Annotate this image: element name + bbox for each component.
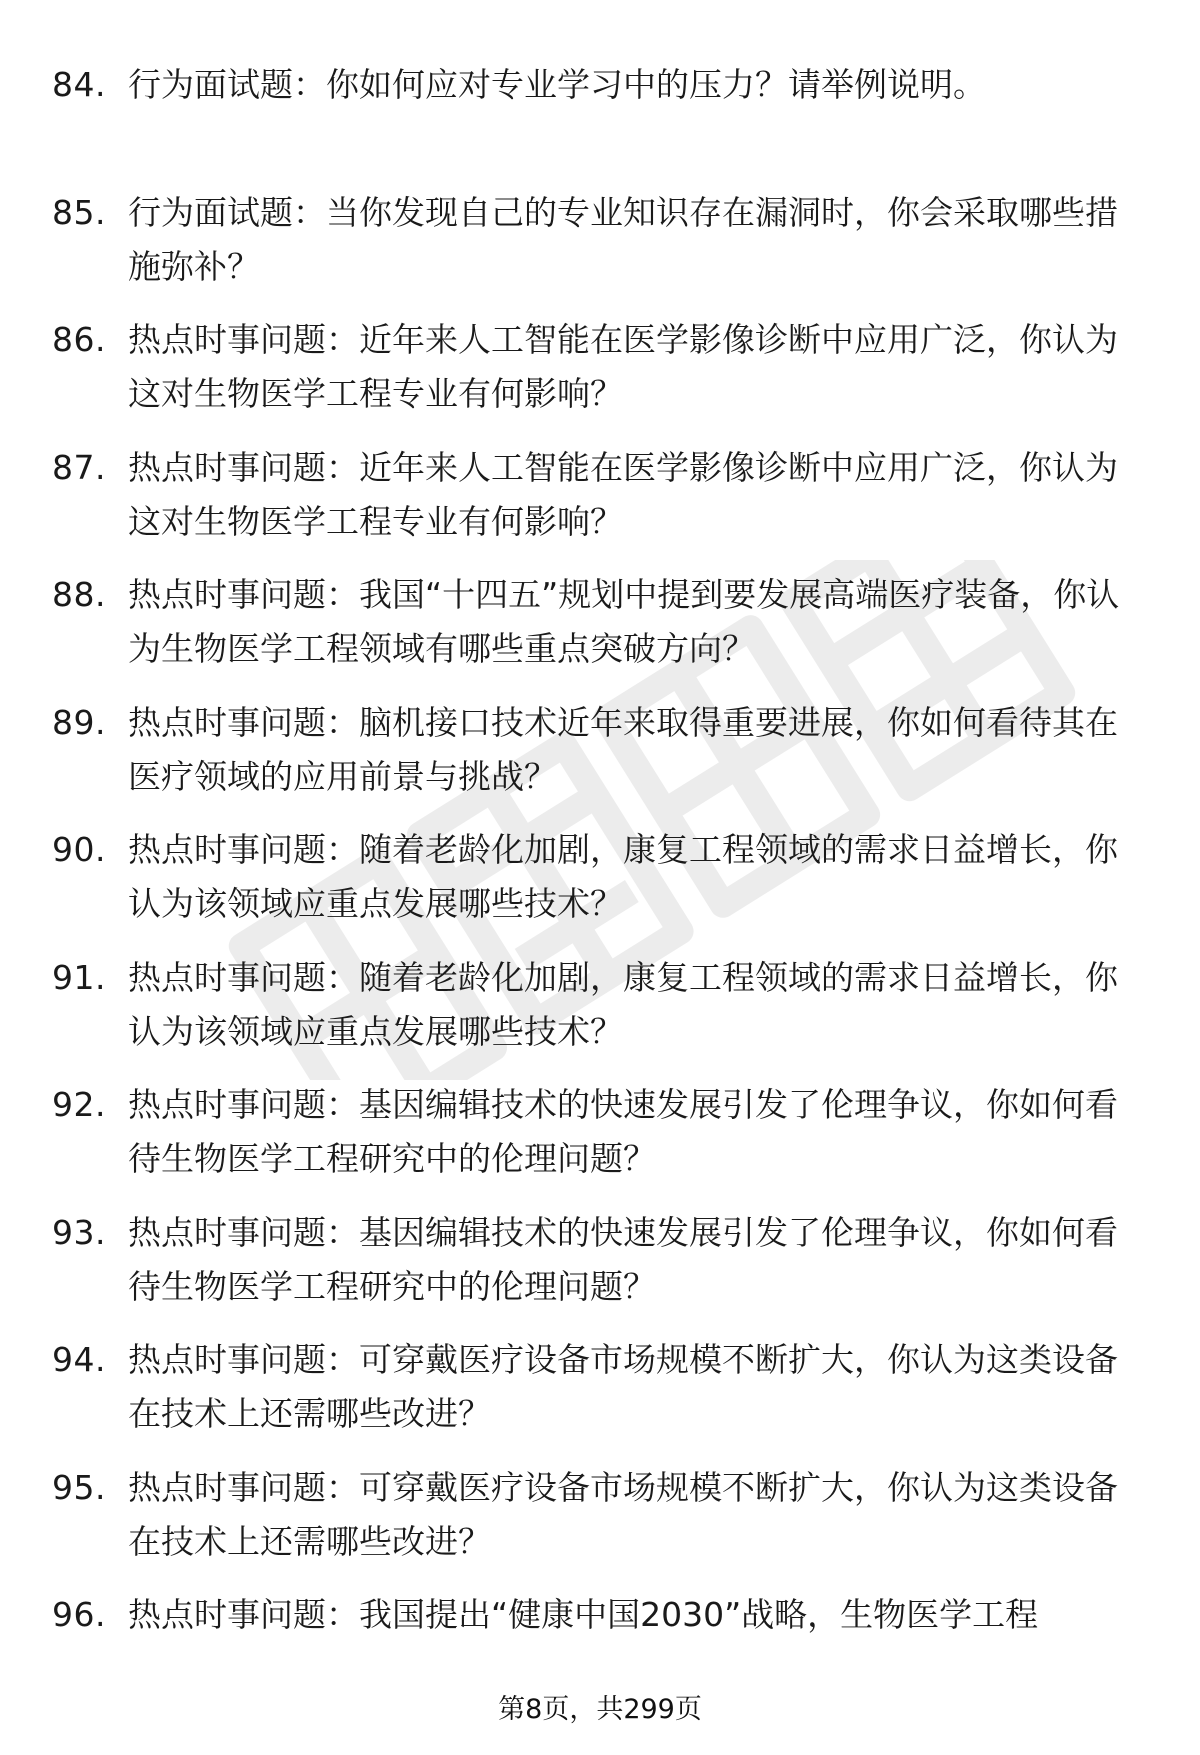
question-number: 96. bbox=[52, 1595, 106, 1634]
question-item bbox=[52, 1206, 1162, 1334]
question-number: 95. bbox=[52, 1467, 106, 1507]
question-text: 热点时事问题：我国“十四五”规划中提到要发展高端医疗装备，你认为生物医学工程领域有哪些重点突破方向？ bbox=[128, 575, 1120, 668]
question-list bbox=[52, 58, 1162, 1716]
question-text: 行为面试题：你如何应对专业学习中的压力？请举例说明。 bbox=[128, 65, 986, 104]
question-text: 热点时事问题：基因编辑技术的快速发展引发了伦理争议，你如何看待生物医学工程研究中的伦理问题？ bbox=[128, 1212, 1118, 1306]
question-text: 行为面试题：当你发现自己的专业知识存在漏洞时，你会采取哪些措施弥补？ bbox=[128, 192, 1118, 286]
question-text: 热点时事问题：基因编辑技术的快速发展引发了伦理争议，你如何看待生物医学工程研究中的伦理问题？ bbox=[128, 1085, 1118, 1178]
question-number: 92. bbox=[52, 1085, 106, 1124]
question-number: 94. bbox=[52, 1340, 106, 1379]
question-text: 热点时事问题：近年来人工智能在医学影像诊断中应用广泛，你认为这对生物医学工程专业有何影响？ bbox=[128, 447, 1118, 541]
question-item bbox=[52, 1078, 1162, 1206]
question-item bbox=[52, 313, 1162, 441]
question-number: 89. bbox=[52, 702, 106, 742]
question-item bbox=[52, 58, 1162, 186]
question-item bbox=[52, 186, 1162, 314]
question-text: 热点时事问题：可穿戴医疗设备市场规模不断扩大，你认为这类设备在技术上还需哪些改进？ bbox=[128, 1340, 1118, 1433]
question-number: 87. bbox=[52, 447, 106, 487]
question-item bbox=[52, 568, 1162, 696]
question-number: 86. bbox=[52, 320, 106, 359]
question-text: 热点时事问题：脑机接口技术近年来取得重要进展，你如何看待其在医疗领域的应用前景与挑战？ bbox=[128, 702, 1118, 796]
question-item bbox=[52, 951, 1162, 1079]
question-item bbox=[52, 823, 1162, 951]
question-item bbox=[52, 1333, 1162, 1461]
question-number: 91. bbox=[52, 957, 106, 997]
question-item bbox=[52, 696, 1162, 824]
question-text: 热点时事问题：随着老龄化加剧，康复工程领域的需求日益增长，你认为该领域应重点发展哪些技术？ bbox=[128, 830, 1118, 923]
question-text: 热点时事问题：近年来人工智能在医学影像诊断中应用广泛，你认为这对生物医学工程专业有何影响？ bbox=[128, 320, 1118, 413]
question-item bbox=[52, 441, 1162, 569]
question-text: 热点时事问题：可穿戴医疗设备市场规模不断扩大，你认为这类设备在技术上还需哪些改进？ bbox=[128, 1467, 1118, 1561]
question-text: 热点时事问题：我国提出“健康中国2030”战略，生物医学工程 bbox=[128, 1595, 1039, 1634]
question-number: 88. bbox=[52, 575, 106, 614]
question-item bbox=[52, 1461, 1162, 1589]
page-footer: 第8页，共299页 bbox=[498, 1694, 702, 1725]
question-number: 93. bbox=[52, 1212, 106, 1252]
question-number: 90. bbox=[52, 830, 106, 869]
question-text: 热点时事问题：随着老龄化加剧，康复工程领域的需求日益增长，你认为该领域应重点发展哪些技术？ bbox=[128, 957, 1118, 1051]
question-number: 85. bbox=[52, 192, 106, 232]
question-number: 84. bbox=[52, 65, 106, 104]
